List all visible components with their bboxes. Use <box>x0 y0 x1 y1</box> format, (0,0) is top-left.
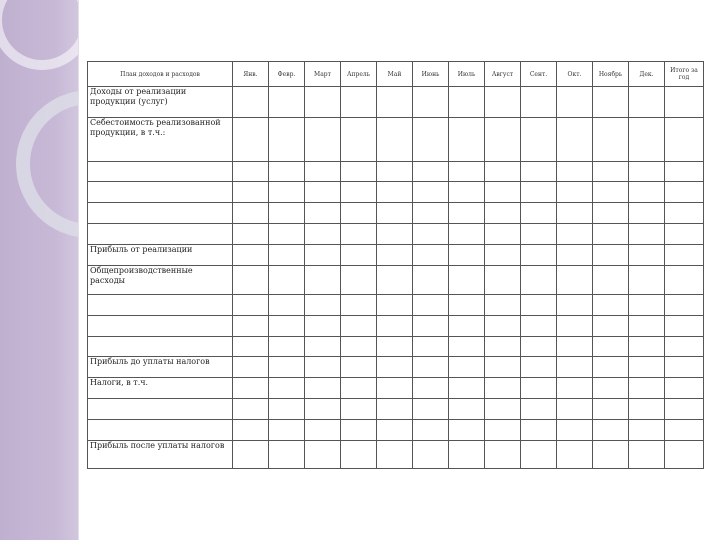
table-cell[interactable] <box>341 337 377 357</box>
table-row <box>88 357 704 378</box>
table-cell[interactable] <box>665 118 704 162</box>
row-label: Прибыль после уплаты налогов <box>88 441 233 469</box>
table-cell[interactable] <box>413 224 449 245</box>
table-cell[interactable] <box>305 357 341 378</box>
table-cell[interactable] <box>233 118 269 162</box>
table-cell[interactable] <box>413 337 449 357</box>
table-cell[interactable] <box>269 399 305 420</box>
table-cell[interactable] <box>341 316 377 337</box>
table-row <box>88 203 704 224</box>
table-cell[interactable] <box>305 316 341 337</box>
table-cell[interactable] <box>269 245 305 266</box>
row-label: Налоги, в т.ч. <box>88 378 233 399</box>
table-cell[interactable] <box>485 337 521 357</box>
table-cell[interactable] <box>269 118 305 162</box>
table-cell[interactable] <box>377 378 413 399</box>
table-cell[interactable] <box>233 162 269 182</box>
row-label <box>88 420 233 441</box>
table-cell[interactable] <box>377 182 413 203</box>
table-cell[interactable] <box>305 203 341 224</box>
table-cell[interactable] <box>449 420 485 441</box>
table-cell[interactable] <box>665 357 704 378</box>
table-cell[interactable] <box>485 266 521 295</box>
table-cell[interactable] <box>557 266 593 295</box>
row-label: Прибыль до уплаты налогов <box>88 357 233 378</box>
table-cell[interactable] <box>629 118 665 162</box>
table-cell[interactable] <box>341 357 377 378</box>
table-cell[interactable] <box>665 295 704 316</box>
table-cell[interactable] <box>521 441 557 469</box>
table-cell[interactable] <box>593 162 629 182</box>
table-cell[interactable] <box>233 224 269 245</box>
table-cell[interactable] <box>593 357 629 378</box>
table-cell[interactable] <box>449 87 485 118</box>
header-year-total: Итого за год <box>665 62 704 87</box>
table-cell[interactable] <box>449 441 485 469</box>
table-cell[interactable] <box>557 420 593 441</box>
table-cell[interactable] <box>557 378 593 399</box>
table-cell[interactable] <box>665 182 704 203</box>
table-cell[interactable] <box>269 357 305 378</box>
row-label: Общепроизводственные расходы <box>88 266 233 295</box>
table-cell[interactable] <box>521 337 557 357</box>
header-jul: Июль <box>449 62 485 87</box>
table-cell[interactable] <box>377 266 413 295</box>
table-cell[interactable] <box>341 245 377 266</box>
table-cell[interactable] <box>521 316 557 337</box>
table-cell[interactable] <box>305 399 341 420</box>
table-row <box>88 420 704 441</box>
header-aug: Август <box>485 62 521 87</box>
table-cell[interactable] <box>233 87 269 118</box>
table-cell[interactable] <box>593 245 629 266</box>
table-cell[interactable] <box>665 337 704 357</box>
table-cell[interactable] <box>521 118 557 162</box>
decorative-ring-top <box>0 0 78 70</box>
table-cell[interactable] <box>593 316 629 337</box>
table-cell[interactable] <box>521 87 557 118</box>
table-cell[interactable] <box>665 203 704 224</box>
table-cell[interactable] <box>665 378 704 399</box>
table-cell[interactable] <box>269 441 305 469</box>
row-label <box>88 399 233 420</box>
table-cell[interactable] <box>377 399 413 420</box>
table-cell[interactable] <box>377 337 413 357</box>
table-cell[interactable] <box>557 399 593 420</box>
table-cell[interactable] <box>521 357 557 378</box>
table-cell[interactable] <box>557 118 593 162</box>
table-cell[interactable] <box>449 245 485 266</box>
table-cell[interactable] <box>593 87 629 118</box>
table-cell[interactable] <box>413 266 449 295</box>
table-cell[interactable] <box>665 316 704 337</box>
table-cell[interactable] <box>629 295 665 316</box>
table-cell[interactable] <box>413 378 449 399</box>
table-cell[interactable] <box>557 245 593 266</box>
table-cell[interactable] <box>233 399 269 420</box>
income-expense-plan-table <box>87 61 704 469</box>
table-cell[interactable] <box>449 266 485 295</box>
table-cell[interactable] <box>485 224 521 245</box>
table-cell[interactable] <box>305 337 341 357</box>
header-nov: Ноябрь <box>593 62 629 87</box>
table-cell[interactable] <box>665 420 704 441</box>
table-cell[interactable] <box>377 295 413 316</box>
table-cell[interactable] <box>233 182 269 203</box>
table-cell[interactable] <box>413 162 449 182</box>
table-row <box>88 295 704 316</box>
table-cell[interactable] <box>665 245 704 266</box>
table-cell[interactable] <box>341 420 377 441</box>
table-cell[interactable] <box>377 316 413 337</box>
table-cell[interactable] <box>521 203 557 224</box>
table-cell[interactable] <box>521 162 557 182</box>
table-cell[interactable] <box>233 203 269 224</box>
table-cell[interactable] <box>449 162 485 182</box>
table-cell[interactable] <box>593 420 629 441</box>
header-may: Май <box>377 62 413 87</box>
table-cell[interactable] <box>593 337 629 357</box>
row-label: Прибыль от реализации <box>88 245 233 266</box>
table-cell[interactable] <box>485 182 521 203</box>
table-cell[interactable] <box>377 357 413 378</box>
table-cell[interactable] <box>449 337 485 357</box>
table-cell[interactable] <box>413 87 449 118</box>
table-cell[interactable] <box>485 441 521 469</box>
table-cell[interactable] <box>521 399 557 420</box>
table-cell[interactable] <box>341 295 377 316</box>
table-cell[interactable] <box>305 118 341 162</box>
row-label <box>88 295 233 316</box>
table-row <box>88 337 704 357</box>
header-oct: Окт. <box>557 62 593 87</box>
table-row <box>88 316 704 337</box>
table-row <box>88 441 704 469</box>
table-cell[interactable] <box>629 337 665 357</box>
table-cell[interactable] <box>341 203 377 224</box>
table-cell[interactable] <box>665 162 704 182</box>
table-cell[interactable] <box>341 399 377 420</box>
table-cell[interactable] <box>521 266 557 295</box>
table-cell[interactable] <box>485 357 521 378</box>
table-cell[interactable] <box>485 420 521 441</box>
table-cell[interactable] <box>305 245 341 266</box>
table-cell[interactable] <box>593 182 629 203</box>
table-cell[interactable] <box>269 378 305 399</box>
table-cell[interactable] <box>593 224 629 245</box>
table-cell[interactable] <box>485 118 521 162</box>
table-cell[interactable] <box>233 357 269 378</box>
table-cell[interactable] <box>341 266 377 295</box>
row-label <box>88 203 233 224</box>
table-cell[interactable] <box>629 87 665 118</box>
table-cell[interactable] <box>449 378 485 399</box>
table-cell[interactable] <box>485 203 521 224</box>
divider-line <box>78 0 79 540</box>
table-cell[interactable] <box>629 266 665 295</box>
table-cell[interactable] <box>269 337 305 357</box>
table-cell[interactable] <box>557 162 593 182</box>
table-cell[interactable] <box>593 378 629 399</box>
table-cell[interactable] <box>485 399 521 420</box>
table-cell[interactable] <box>413 245 449 266</box>
table-cell[interactable] <box>377 118 413 162</box>
table-cell[interactable] <box>629 182 665 203</box>
table-cell[interactable] <box>413 441 449 469</box>
table-cell[interactable] <box>269 162 305 182</box>
table-cell[interactable] <box>341 162 377 182</box>
table-cell[interactable] <box>449 182 485 203</box>
table-cell[interactable] <box>593 266 629 295</box>
table-cell[interactable] <box>341 182 377 203</box>
table-cell[interactable] <box>629 316 665 337</box>
table-cell[interactable] <box>413 118 449 162</box>
table-cell[interactable] <box>521 420 557 441</box>
table-cell[interactable] <box>665 441 704 469</box>
row-label: Доходы от реализации продукции (услуг) <box>88 87 233 118</box>
table-row <box>88 162 704 182</box>
table-cell[interactable] <box>377 203 413 224</box>
table-cell[interactable] <box>485 378 521 399</box>
table-cell[interactable] <box>485 87 521 118</box>
table-cell[interactable] <box>413 420 449 441</box>
table-cell[interactable] <box>305 295 341 316</box>
header-dec: Дек. <box>629 62 665 87</box>
table-cell[interactable] <box>377 224 413 245</box>
table-cell[interactable] <box>521 224 557 245</box>
table-cell[interactable] <box>305 162 341 182</box>
table-cell[interactable] <box>593 203 629 224</box>
table-cell[interactable] <box>629 399 665 420</box>
table-row <box>88 399 704 420</box>
table-cell[interactable] <box>305 182 341 203</box>
table-cell[interactable] <box>557 316 593 337</box>
table-cell[interactable] <box>557 295 593 316</box>
table-cell[interactable] <box>629 162 665 182</box>
table-cell[interactable] <box>305 441 341 469</box>
table-cell[interactable] <box>665 87 704 118</box>
table-row <box>88 118 704 162</box>
table-row <box>88 224 704 245</box>
table-cell[interactable] <box>377 420 413 441</box>
table-cell[interactable] <box>413 182 449 203</box>
header-sep: Сент. <box>521 62 557 87</box>
table-cell[interactable] <box>521 245 557 266</box>
header-jan: Янв. <box>233 62 269 87</box>
table-cell[interactable] <box>413 399 449 420</box>
table-cell[interactable] <box>557 87 593 118</box>
header-jun: Июнь <box>413 62 449 87</box>
table-row <box>88 266 704 295</box>
table-cell[interactable] <box>269 316 305 337</box>
table-cell[interactable] <box>305 420 341 441</box>
table-cell[interactable] <box>665 266 704 295</box>
table-row <box>88 378 704 399</box>
sidebar-gradient <box>0 0 78 540</box>
table-cell[interactable] <box>449 224 485 245</box>
table-cell[interactable] <box>593 399 629 420</box>
table-cell[interactable] <box>521 182 557 203</box>
table-cell[interactable] <box>233 337 269 357</box>
table-cell[interactable] <box>485 245 521 266</box>
table-cell[interactable] <box>629 245 665 266</box>
table-cell[interactable] <box>629 357 665 378</box>
table-cell[interactable] <box>305 266 341 295</box>
table-cell[interactable] <box>233 420 269 441</box>
decorative-sidebar <box>0 0 78 540</box>
table-cell[interactable] <box>233 266 269 295</box>
table-cell[interactable] <box>233 295 269 316</box>
table-cell[interactable] <box>269 224 305 245</box>
header-mar: Март <box>305 62 341 87</box>
table-row <box>88 182 704 203</box>
table-cell[interactable] <box>341 87 377 118</box>
table-row <box>88 87 704 118</box>
row-label <box>88 224 233 245</box>
table-cell[interactable] <box>449 399 485 420</box>
table-cell[interactable] <box>269 295 305 316</box>
table-cell[interactable] <box>629 441 665 469</box>
table-cell[interactable] <box>629 203 665 224</box>
table-cell[interactable] <box>233 441 269 469</box>
table-cell[interactable] <box>593 118 629 162</box>
table-cell[interactable] <box>665 399 704 420</box>
table-cell[interactable] <box>341 378 377 399</box>
table-cell[interactable] <box>305 378 341 399</box>
table-cell[interactable] <box>377 245 413 266</box>
table-cell[interactable] <box>233 378 269 399</box>
table-cell[interactable] <box>413 203 449 224</box>
row-label <box>88 182 233 203</box>
table-cell[interactable] <box>449 118 485 162</box>
header-feb: Февр. <box>269 62 305 87</box>
row-label <box>88 316 233 337</box>
header-apr: Апрель <box>341 62 377 87</box>
table-cell[interactable] <box>593 441 629 469</box>
table-cell[interactable] <box>485 316 521 337</box>
table-cell[interactable] <box>377 162 413 182</box>
table-cell[interactable] <box>485 295 521 316</box>
table-cell[interactable] <box>269 266 305 295</box>
row-label <box>88 162 233 182</box>
table-cell[interactable] <box>557 357 593 378</box>
table-cell[interactable] <box>377 87 413 118</box>
table-cell[interactable] <box>269 182 305 203</box>
table-cell[interactable] <box>377 441 413 469</box>
table-cell[interactable] <box>413 357 449 378</box>
table-cell[interactable] <box>557 337 593 357</box>
table-cell[interactable] <box>665 224 704 245</box>
table-cell[interactable] <box>341 441 377 469</box>
table-row <box>88 245 704 266</box>
table-cell[interactable] <box>557 182 593 203</box>
table-cell[interactable] <box>269 420 305 441</box>
table-cell[interactable] <box>557 203 593 224</box>
table-cell[interactable] <box>269 203 305 224</box>
row-label <box>88 337 233 357</box>
table-cell[interactable] <box>593 295 629 316</box>
table-cell[interactable] <box>413 316 449 337</box>
header-row <box>88 62 704 87</box>
table-cell[interactable] <box>305 87 341 118</box>
table-cell[interactable] <box>485 162 521 182</box>
table-cell[interactable] <box>557 224 593 245</box>
table-cell[interactable] <box>341 224 377 245</box>
table-cell[interactable] <box>413 295 449 316</box>
table-cell[interactable] <box>557 441 593 469</box>
table-cell[interactable] <box>449 203 485 224</box>
table-cell[interactable] <box>521 378 557 399</box>
table-cell[interactable] <box>629 224 665 245</box>
header-plan: План доходов и расходов <box>88 62 233 87</box>
table-cell[interactable] <box>629 420 665 441</box>
table-cell[interactable] <box>233 316 269 337</box>
row-label: Себестоимость реализованной продукции, в т.ч.: <box>88 118 233 162</box>
table-cell[interactable] <box>629 378 665 399</box>
table-cell[interactable] <box>305 224 341 245</box>
table-cell[interactable] <box>233 245 269 266</box>
table-cell[interactable] <box>269 87 305 118</box>
table-cell[interactable] <box>449 295 485 316</box>
table-cell[interactable] <box>521 295 557 316</box>
table-cell[interactable] <box>449 357 485 378</box>
table-cell[interactable] <box>449 316 485 337</box>
table-cell[interactable] <box>341 118 377 162</box>
